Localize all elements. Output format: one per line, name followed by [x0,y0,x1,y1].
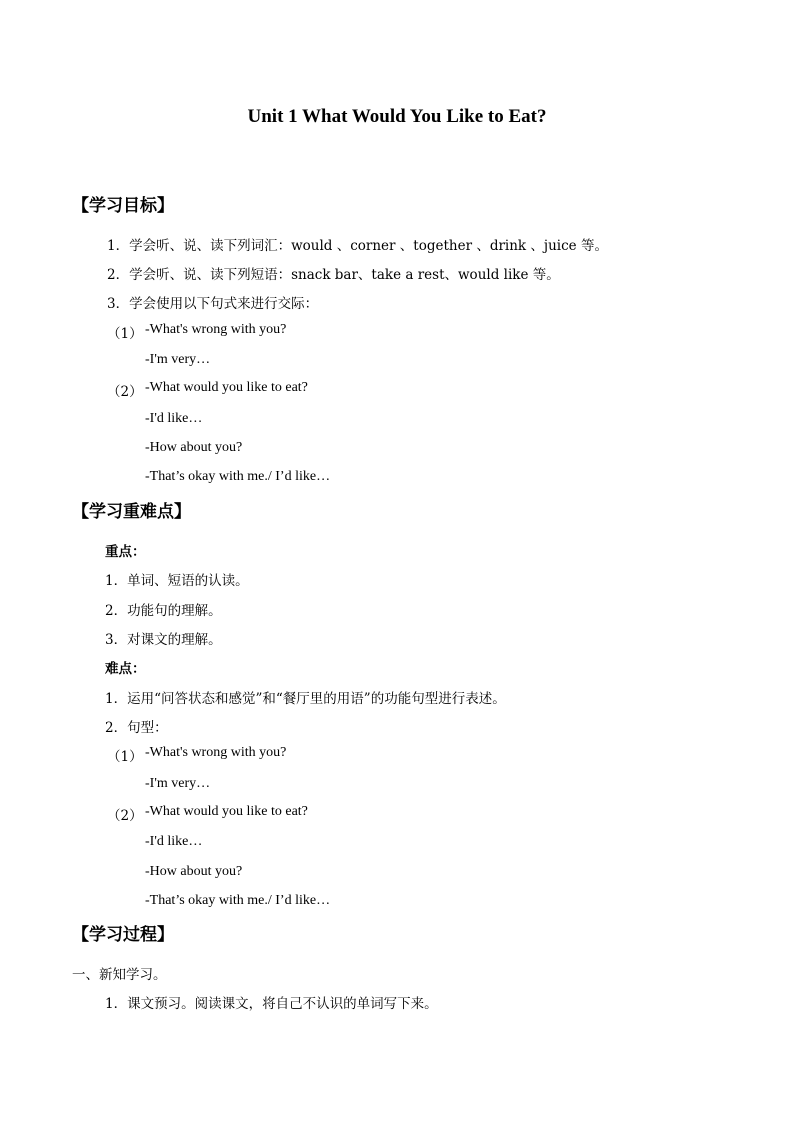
goal-item-2: 2．学会听、说、读下列短语：snack bar、take a rest、would like 等。 [107,267,560,283]
document-title: Unit 1 What Would You Like to Eat? [247,106,547,127]
dialog-line: -That’s okay with me./ I’d like… [145,893,331,908]
dialog-number: （1） [107,749,143,765]
goal-item-3: 3．学会使用以下句式来进行交际： [107,296,319,312]
dialog-line: -What's wrong with you? [145,745,287,760]
dialog-line: -How about you? [145,440,243,455]
dialog-line: -How about you? [145,864,243,879]
section-heading-goals: 【学习目标】 [72,196,174,216]
difficult-label: 难点： [105,661,146,677]
process-part-1: 一、新知学习。 [72,967,167,983]
dialog-line: -I'd like… [145,411,203,426]
dialog-line: -That’s okay with me./ I’d like… [145,469,331,484]
dialog-line: -I'm very… [145,352,211,367]
dialog-line: -I'm very… [145,776,211,791]
dialog-number: （1） [107,326,143,342]
difficult-item-2: 2．句型： [105,720,168,736]
key-item-2: 2．功能句的理解。 [105,603,222,619]
process-item-1: 1．课文预习。阅读课文，将自己不认识的单词写下来。 [105,996,438,1012]
dialog-number: （2） [107,808,143,824]
key-label: 重点： [105,544,146,560]
dialog-number: （2） [107,384,143,400]
dialog-line: -What would you like to eat? [145,380,308,395]
section-heading-process: 【学习过程】 [72,925,174,945]
dialog-line: -What would you like to eat? [145,804,308,819]
dialog-line: -I'd like… [145,834,203,849]
difficult-item-1: 1．运用“问答状态和感觉”和“餐厅里的用语”的功能句型进行表述。 [105,691,506,707]
key-item-3: 3．对课文的理解。 [105,632,222,648]
goal-item-1: 1．学会听、说、读下列词汇：would 、corner 、together 、drink 、juice 等。 [107,238,608,254]
key-item-1: 1．单词、短语的认读。 [105,573,249,589]
dialog-line: -What's wrong with you? [145,322,287,337]
section-heading-key-points: 【学习重难点】 [72,502,191,522]
